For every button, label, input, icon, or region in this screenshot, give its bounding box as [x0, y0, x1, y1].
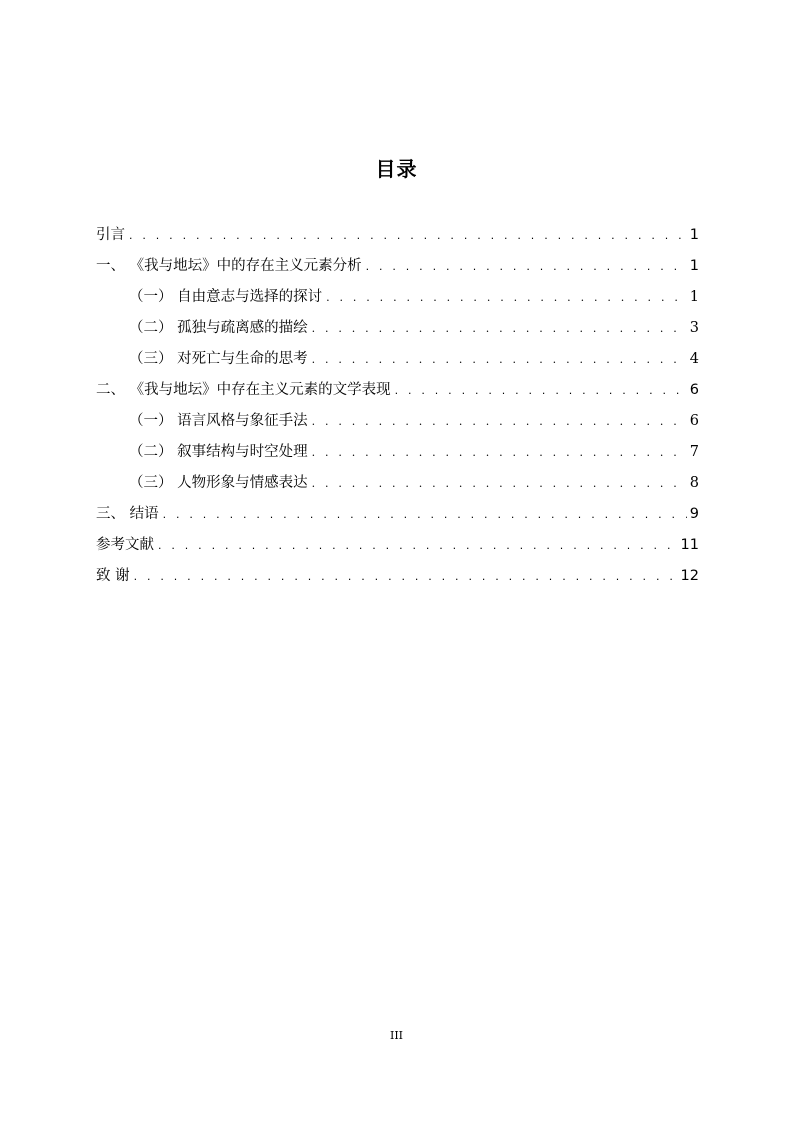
- toc-entry: [96, 532, 699, 563]
- toc-subentry: [96, 439, 699, 470]
- toc-entry-page: 6: [689, 413, 699, 429]
- toc-entry: [96, 222, 699, 253]
- page-title: 目录: [375, 157, 418, 181]
- toc-entry-label: 二、 《我与地坛》中存在主义元素的文学表现: [96, 382, 391, 398]
- toc-leader-dots: [134, 564, 678, 590]
- toc-leader-dots: [312, 316, 687, 342]
- toc-subentry: [96, 284, 699, 315]
- toc-entry-label: （一） 自由意志与选择的探讨: [129, 289, 323, 305]
- toc-entry-page: 12: [680, 568, 699, 584]
- toc-entry-label: 三、 结语: [96, 506, 159, 522]
- toc-entry-label: （二） 叙事结构与时空处理: [129, 444, 308, 460]
- toc-entry-label: 参考文献: [96, 537, 154, 553]
- toc-subentry: [96, 315, 699, 346]
- toc-entry-label: （二） 孤独与疏离感的描绘: [129, 320, 308, 336]
- toc-entry-page: 1: [689, 258, 699, 274]
- toc-list: [96, 222, 699, 594]
- toc-leader-dots: [395, 378, 687, 404]
- toc-entry-label: 致 谢: [96, 568, 130, 584]
- toc-leader-dots: [326, 285, 687, 311]
- toc-entry-page: 9: [689, 506, 699, 522]
- toc-entry-page: 11: [680, 537, 699, 553]
- toc-entry-page: 8: [689, 475, 699, 491]
- toc-entry-page: 4: [689, 351, 699, 367]
- toc-entry-page: 1: [689, 289, 699, 305]
- toc-subentry: [96, 470, 699, 501]
- toc-entry-page: 3: [689, 320, 699, 336]
- toc-entry: [96, 253, 699, 284]
- toc-entry: [96, 501, 699, 532]
- toc-leader-dots: [129, 223, 687, 249]
- toc-entry-label: （三） 人物形象与情感表达: [129, 475, 308, 491]
- toc-entry-label: （一） 语言风格与象征手法: [129, 413, 308, 429]
- toc-subentry: [96, 346, 699, 377]
- toc-entry: [96, 377, 699, 408]
- toc-leader-dots: [312, 471, 687, 497]
- page-number: III: [389, 1029, 404, 1042]
- toc-leader-dots: [312, 440, 687, 466]
- toc-entry-label: 一、 《我与地坛》中的存在主义元素分析: [96, 258, 362, 274]
- toc-entry-label: （三） 对死亡与生命的思考: [129, 351, 308, 367]
- toc-leader-dots: [312, 409, 687, 435]
- toc-subentry: [96, 408, 699, 439]
- toc-leader-dots: [366, 254, 687, 280]
- toc-entry-page: 6: [689, 382, 699, 398]
- toc-leader-dots: [163, 502, 687, 528]
- toc-entry-page: 1: [689, 227, 699, 243]
- toc-entry-page: 7: [689, 444, 699, 460]
- toc-leader-dots: [158, 533, 678, 559]
- toc-entry-label: 引言: [96, 227, 125, 243]
- toc-leader-dots: [312, 347, 687, 373]
- toc-entry: [96, 563, 699, 594]
